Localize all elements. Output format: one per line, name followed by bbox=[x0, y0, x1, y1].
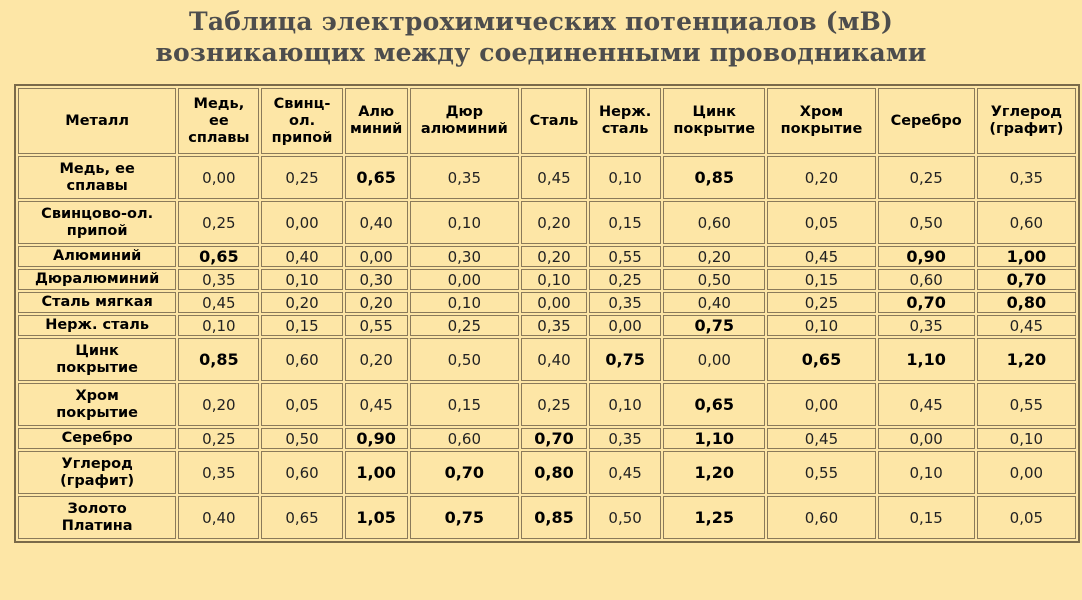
table-cell: 0,45 bbox=[767, 246, 875, 267]
table-cell: 0,60 bbox=[261, 338, 342, 381]
table-cell: 0,70 bbox=[410, 451, 519, 494]
table-cell: 0,05 bbox=[977, 496, 1076, 539]
column-header: Серебро bbox=[878, 88, 975, 154]
table-cell: 0,00 bbox=[178, 156, 259, 199]
table-row bbox=[18, 338, 1076, 381]
column-header: Медь, ее сплавы bbox=[178, 88, 259, 154]
table-cell: 0,20 bbox=[261, 292, 342, 313]
table-cell: 0,60 bbox=[977, 201, 1076, 244]
table-cell: 0,25 bbox=[767, 292, 875, 313]
table-cell: 0,20 bbox=[521, 201, 587, 244]
table-cell: 0,10 bbox=[410, 201, 519, 244]
potential-table bbox=[14, 84, 1080, 543]
table-cell: 0,35 bbox=[878, 315, 975, 336]
table-cell: 0,50 bbox=[663, 269, 765, 290]
table-cell: 0,70 bbox=[878, 292, 975, 313]
table-cell: 1,10 bbox=[663, 428, 765, 449]
table-cell: 0,20 bbox=[521, 246, 587, 267]
table-cell: 0,75 bbox=[663, 315, 765, 336]
table-cell: 0,25 bbox=[178, 428, 259, 449]
table-row bbox=[18, 451, 1076, 494]
row-header: Свинцово-ол. припой bbox=[18, 201, 176, 244]
table-cell: 0,75 bbox=[410, 496, 519, 539]
table-cell: 0,45 bbox=[767, 428, 875, 449]
table-cell: 0,10 bbox=[589, 156, 661, 199]
column-header: Хром покрытие bbox=[767, 88, 875, 154]
table-cell: 0,20 bbox=[663, 246, 765, 267]
table-row bbox=[18, 496, 1076, 539]
table-cell: 0,00 bbox=[410, 269, 519, 290]
table-cell: 1,25 bbox=[663, 496, 765, 539]
table-cell: 0,05 bbox=[767, 201, 875, 244]
table-cell: 0,35 bbox=[178, 451, 259, 494]
row-header: Медь, ее сплавы bbox=[18, 156, 176, 199]
header-row bbox=[18, 88, 1076, 154]
table-cell: 0,25 bbox=[261, 156, 342, 199]
table-cell: 0,40 bbox=[261, 246, 342, 267]
table-cell: 0,35 bbox=[410, 156, 519, 199]
table-cell: 0,60 bbox=[410, 428, 519, 449]
column-header: Сталь bbox=[521, 88, 587, 154]
table-cell: 0,50 bbox=[261, 428, 342, 449]
row-header: Серебро bbox=[18, 428, 176, 449]
table-cell: 0,00 bbox=[589, 315, 661, 336]
row-header: Алюминий bbox=[18, 246, 176, 267]
table-cell: 0,60 bbox=[261, 451, 342, 494]
table-cell: 0,00 bbox=[878, 428, 975, 449]
table-cell: 0,35 bbox=[521, 315, 587, 336]
table-cell: 0,25 bbox=[878, 156, 975, 199]
table-cell: 1,10 bbox=[878, 338, 975, 381]
table-cell: 0,15 bbox=[767, 269, 875, 290]
table-cell: 0,10 bbox=[767, 315, 875, 336]
table-cell: 0,10 bbox=[521, 269, 587, 290]
table-cell: 0,65 bbox=[767, 338, 875, 381]
table-cell: 0,15 bbox=[410, 383, 519, 426]
table-cell: 0,00 bbox=[767, 383, 875, 426]
table-cell: 0,60 bbox=[878, 269, 975, 290]
table-cell: 0,20 bbox=[345, 338, 408, 381]
table-cell: 0,25 bbox=[521, 383, 587, 426]
table-cell: 0,00 bbox=[345, 246, 408, 267]
table-cell: 1,00 bbox=[345, 451, 408, 494]
table-cell: 0,40 bbox=[663, 292, 765, 313]
table-cell: 0,10 bbox=[977, 428, 1076, 449]
table-cell: 0,25 bbox=[410, 315, 519, 336]
table-cell: 0,85 bbox=[521, 496, 587, 539]
table-row bbox=[18, 269, 1076, 290]
table-cell: 0,10 bbox=[589, 383, 661, 426]
table-cell: 0,45 bbox=[589, 451, 661, 494]
table-cell: 0,70 bbox=[977, 269, 1076, 290]
table-cell: 0,15 bbox=[589, 201, 661, 244]
table-cell: 0,05 bbox=[261, 383, 342, 426]
table-cell: 0,20 bbox=[178, 383, 259, 426]
table-cell: 0,90 bbox=[878, 246, 975, 267]
corner-header: Металл bbox=[18, 88, 176, 154]
page-title bbox=[0, 6, 1082, 68]
table-cell: 0,45 bbox=[878, 383, 975, 426]
table-cell: 0,45 bbox=[521, 156, 587, 199]
table-row bbox=[18, 428, 1076, 449]
row-header: Дюралюминий bbox=[18, 269, 176, 290]
table-cell: 0,35 bbox=[178, 269, 259, 290]
table-cell: 0,10 bbox=[878, 451, 975, 494]
table-cell: 0,25 bbox=[178, 201, 259, 244]
column-header: Углерод (графит) bbox=[977, 88, 1076, 154]
table-cell: 0,00 bbox=[663, 338, 765, 381]
row-header: Сталь мягкая bbox=[18, 292, 176, 313]
table-cell: 0,65 bbox=[345, 156, 408, 199]
table-cell: 0,90 bbox=[345, 428, 408, 449]
table-cell: 0,85 bbox=[663, 156, 765, 199]
table-cell: 0,55 bbox=[767, 451, 875, 494]
table-cell: 1,00 bbox=[977, 246, 1076, 267]
table-cell: 0,10 bbox=[178, 315, 259, 336]
table-cell: 0,25 bbox=[589, 269, 661, 290]
title-line-1: Таблица электрохимических потенциалов (мВ) bbox=[189, 7, 893, 36]
table-row bbox=[18, 383, 1076, 426]
table-row bbox=[18, 156, 1076, 199]
column-header: Дюр алюминий bbox=[410, 88, 519, 154]
table-cell: 0,35 bbox=[589, 292, 661, 313]
table-cell: 1,20 bbox=[663, 451, 765, 494]
table-cell: 0,75 bbox=[589, 338, 661, 381]
table-cell: 0,80 bbox=[521, 451, 587, 494]
table-cell: 0,30 bbox=[345, 269, 408, 290]
table-cell: 0,40 bbox=[178, 496, 259, 539]
row-header: Цинк покрытие bbox=[18, 338, 176, 381]
title-line-2: возникающих между соединенными проводниками bbox=[155, 38, 927, 67]
table-cell: 0,00 bbox=[261, 201, 342, 244]
table-cell: 0,50 bbox=[878, 201, 975, 244]
row-header: Хром покрытие bbox=[18, 383, 176, 426]
row-header: Нерж. сталь bbox=[18, 315, 176, 336]
table-cell: 0,30 bbox=[410, 246, 519, 267]
table-cell: 0,50 bbox=[410, 338, 519, 381]
row-header: Углерод (графит) bbox=[18, 451, 176, 494]
table-cell: 0,55 bbox=[589, 246, 661, 267]
table-cell: 0,00 bbox=[977, 451, 1076, 494]
table-cell: 0,00 bbox=[521, 292, 587, 313]
table-cell: 0,80 bbox=[977, 292, 1076, 313]
table-row bbox=[18, 201, 1076, 244]
table-cell: 0,60 bbox=[767, 496, 875, 539]
table-cell: 1,20 bbox=[977, 338, 1076, 381]
table-cell: 0,20 bbox=[345, 292, 408, 313]
table-cell: 0,65 bbox=[261, 496, 342, 539]
table-cell: 0,55 bbox=[345, 315, 408, 336]
table-cell: 0,45 bbox=[345, 383, 408, 426]
table-cell: 1,05 bbox=[345, 496, 408, 539]
table-cell: 0,15 bbox=[878, 496, 975, 539]
table-cell: 0,65 bbox=[178, 246, 259, 267]
table-cell: 0,35 bbox=[589, 428, 661, 449]
table-cell: 0,60 bbox=[663, 201, 765, 244]
table-cell: 0,55 bbox=[977, 383, 1076, 426]
table-cell: 0,70 bbox=[521, 428, 587, 449]
table-cell: 0,35 bbox=[977, 156, 1076, 199]
table-row bbox=[18, 246, 1076, 267]
table-cell: 0,40 bbox=[345, 201, 408, 244]
table-cell: 0,15 bbox=[261, 315, 342, 336]
column-header: Алю миний bbox=[345, 88, 408, 154]
table-row bbox=[18, 315, 1076, 336]
table-row bbox=[18, 292, 1076, 313]
table-cell: 0,50 bbox=[589, 496, 661, 539]
table-cell: 0,10 bbox=[410, 292, 519, 313]
table-cell: 0,10 bbox=[261, 269, 342, 290]
table-cell: 0,45 bbox=[977, 315, 1076, 336]
table-cell: 0,85 bbox=[178, 338, 259, 381]
table-cell: 0,45 bbox=[178, 292, 259, 313]
table-cell: 0,65 bbox=[663, 383, 765, 426]
column-header: Свинц- ол. припой bbox=[261, 88, 342, 154]
column-header: Нерж. сталь bbox=[589, 88, 661, 154]
table-cell: 0,20 bbox=[767, 156, 875, 199]
row-header: Золото Платина bbox=[18, 496, 176, 539]
column-header: Цинк покрытие bbox=[663, 88, 765, 154]
table-cell: 0,40 bbox=[521, 338, 587, 381]
